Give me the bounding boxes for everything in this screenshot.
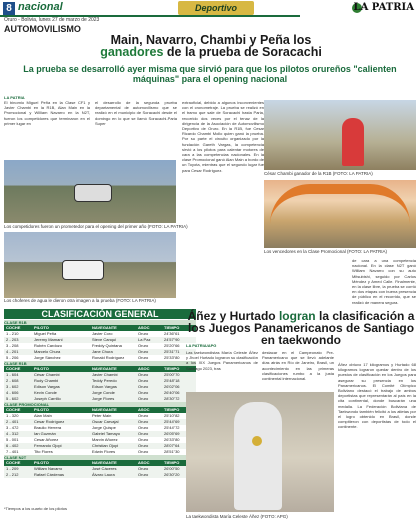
table-cell: 2 - 212 xyxy=(6,472,19,477)
column-header: NAVEGANTE xyxy=(92,366,117,371)
column-header: TIEMPO xyxy=(164,407,180,412)
headline-text-2: de la prueba de Soracachi xyxy=(166,45,322,59)
table-cell: 2 - 203 xyxy=(6,337,19,342)
table-cell: Javier Coro xyxy=(92,331,113,336)
column-header: NAVEGANTE xyxy=(92,407,117,412)
story-headline xyxy=(4,34,418,58)
table-cell: José Cáceres xyxy=(92,466,117,471)
table-cell: Oruro xyxy=(138,331,149,336)
table-cell: Rudy Chambi xyxy=(34,378,59,383)
table-cell: 25'44"69 xyxy=(164,419,180,424)
table-cell: 26'30"20 xyxy=(164,472,180,477)
table-cell: 25'00"70 xyxy=(164,372,180,377)
table-cell: Oruro xyxy=(138,443,149,448)
table-cell: Oruro xyxy=(138,466,149,471)
column-header: NAVEGANTE xyxy=(92,325,117,330)
table-cell: 25'10"82 xyxy=(164,413,180,418)
photo-caption-3: César Chambi ganador de la R1B (FOTO: LA PATRIA) xyxy=(264,171,373,176)
table-cell: Gabriel Tamayo xyxy=(92,431,120,436)
finish-arch xyxy=(270,184,410,224)
medal-icon xyxy=(252,436,262,446)
table-cell: Oscar Carvajal xyxy=(92,419,119,424)
story-subhead: La prueba se desarrolló ayer misma que sirvió para que los pilotos orureños "calienten máquinas" para el opening nacional xyxy=(23,64,397,84)
table-cell: 28'30"72 xyxy=(164,396,180,401)
table-cell: Oruro xyxy=(138,372,149,377)
table-cell: César Chambi xyxy=(34,372,60,377)
rally-car-photo-1 xyxy=(4,160,176,223)
table-cell: Christian Ojopi xyxy=(92,443,119,448)
column-header: COCHE xyxy=(6,366,21,371)
table-cell: Steve Canqui xyxy=(92,337,117,342)
column-header: TIEMPO xyxy=(164,460,180,465)
table-cell: Peter Main xyxy=(92,413,112,418)
column-header: ASOC xyxy=(138,366,150,371)
table-cell: 6 - 402 xyxy=(6,443,19,448)
table-cell: Oruro xyxy=(138,390,149,395)
body-column-1: El binomio Miguel Peña en la Clase CF1 y Javier Chambi en la R1B, Alan Main en la Promocional y William Navarro en la N2T, fueron los competidores que terminaron en el primer lugar en xyxy=(4,100,90,126)
driver-figure xyxy=(342,118,364,166)
winner-photo xyxy=(264,100,416,170)
table-cell: 25'44"72 xyxy=(164,425,180,430)
table-cell: Javier Chambi xyxy=(92,372,118,377)
table-cell: Oruro xyxy=(138,413,149,418)
column-header: ASOC xyxy=(138,460,150,465)
headline-text-1: Main, Navarro, Chambi y Peña los xyxy=(110,33,312,47)
column-header: COCHE xyxy=(6,407,21,412)
supplement-badge: Deportivo xyxy=(178,1,254,15)
table-cell: 26'05"69 xyxy=(164,431,180,436)
table-cell: Joseph Carrillo xyxy=(34,396,61,401)
table-cell: 2 - 608 xyxy=(6,378,19,383)
table-cell: Oruro xyxy=(138,425,149,430)
table-cell: 28'07"64 xyxy=(164,443,180,448)
column-header: ASOC xyxy=(138,407,150,412)
athlete-photo xyxy=(186,392,334,512)
class-group-label: CLASE R1B xyxy=(4,361,196,366)
table-cell: 26'40"06 xyxy=(164,390,180,395)
table-cell: Rafael Cárdenas xyxy=(34,472,65,477)
table-cell: 25'33"80 xyxy=(164,355,180,360)
table-cell: Álvaro Laura xyxy=(92,472,115,477)
headline2-text-2: la clasificación a los Juegos Panamericanos de Santiago en taekwondo xyxy=(187,309,415,347)
table-cell: 26'02"06 xyxy=(164,384,180,389)
table-cell: Edwin Flores xyxy=(92,449,116,454)
table-cell: 26'33"80 xyxy=(164,437,180,442)
table-cell: Teddy Peredo xyxy=(92,378,117,383)
table-cell: 1 - 604 xyxy=(6,372,19,377)
photo-caption-5: La taekwondista María Celeste Áñez (FOTO: APG) xyxy=(186,514,288,519)
headline-highlight: ganadores xyxy=(100,45,164,59)
table-cell: Tito Flores xyxy=(34,449,53,454)
photo-caption-2: Los choferes de agua le dieron otra imagen a la prueba (FOTO: LA PATRIA) xyxy=(4,298,156,303)
table-cell: 5 - 602 xyxy=(6,396,19,401)
body-column-2: el desarrollo de la segunda prueba departamental de automovilismo que se realizó en el municipio de Soracachi desde el domingo en lo que se llamó Soracachi-Paria Super xyxy=(95,100,177,126)
table-cell: Marcelo Chura xyxy=(34,349,61,354)
table-cell: Braulio Herrera xyxy=(34,425,62,430)
column-header: PILOTO xyxy=(34,407,49,412)
table-cell: 4 - 606 xyxy=(6,390,19,395)
table-cell: 1 - 209 xyxy=(6,466,19,471)
table-cell: 28'51"30 xyxy=(164,449,180,454)
table-cell: Miguel Peña xyxy=(34,331,57,336)
athlete-figure xyxy=(234,402,282,510)
story2-headline xyxy=(186,310,416,346)
body-column-4: de cara a una competencia nacional. En la clase N2T ganó William Navarro con su auto Mitsubishi, seguido por Carlos Méndez y Amed Calle. Finalmente, en la clase libre, la prueba se corrió en dos etapas con buena presencia de público en el recorrido, que se realizó de manera segura. xyxy=(352,258,416,305)
column-header: NAVEGANTE xyxy=(92,460,117,465)
table-cell: 24'36"61 xyxy=(164,331,180,336)
table-cell: Oruro xyxy=(138,449,149,454)
page-number: 8 xyxy=(3,2,15,15)
table-cell: Rubén Cardozo xyxy=(34,343,63,348)
table-cell: Jorge Flores xyxy=(92,396,115,401)
table-cell: Jeremy Mamani xyxy=(34,337,63,342)
headline2-highlight: logran xyxy=(278,309,316,323)
section-title: nacional xyxy=(18,1,63,13)
table-cell: Oruro xyxy=(138,431,149,436)
table-cell: Edison Vargas xyxy=(34,384,60,389)
rally-car-photo-2 xyxy=(4,232,176,298)
table-cell: Oruro xyxy=(138,384,149,389)
table-cell: Oruro xyxy=(138,378,149,383)
table-cell: Oruro xyxy=(138,472,149,477)
table-cell: 7 - 401 xyxy=(6,449,19,454)
photo-caption-4: Los vencedores en la Clase Promocional (FOTO: LA PATRIA) xyxy=(264,249,388,254)
class-group-label: CLASE PROMOCIONAL xyxy=(4,402,196,407)
table-cell: 25'31"71 xyxy=(164,349,180,354)
table-cell: 5 - 001 xyxy=(6,437,19,442)
rally-car xyxy=(62,260,104,280)
table-cell: Oruro xyxy=(138,396,149,401)
story2-column-1: Las taekwondistas María Celeste Áñez y Jhoel Hurtado lograron su clasificación a los XIX Juegos Panamericanos de Santiago 2023, tras xyxy=(186,350,258,371)
table-cell: William Navarro xyxy=(34,466,63,471)
column-header: PILOTO xyxy=(34,460,49,465)
table-footnote: *Tiempos a los cuarto de los pilotos xyxy=(4,506,67,511)
class-group-label: CLASE R1B xyxy=(4,320,196,325)
table-cell: Cesar Rodríguez xyxy=(34,419,65,424)
table-cell: 1 - 210 xyxy=(6,331,19,336)
table-cell: La Paz xyxy=(138,337,151,342)
table-cell: Kevin Conde xyxy=(34,390,57,395)
table-cell: Jorge Sánchez xyxy=(34,355,61,360)
classification-title: CLASIFICACIÓN GENERAL xyxy=(4,309,196,319)
table-cell: 25'48"18 xyxy=(164,378,180,383)
table-cell: Alan Main xyxy=(34,413,52,418)
table-cell: 5 - 206 xyxy=(6,355,19,360)
table-cell: Oruro xyxy=(138,343,149,348)
column-header: ASOC xyxy=(138,325,150,330)
column-header: TIEMPO xyxy=(164,366,180,371)
story2-column-2: destacar en el Campeonato Pre-Panamericano que se llevó adelante días atrás en Río de Janeiro, Brasil, un acontecimiento en las primeras clasificaciones rumbo a la justa continental internacional. xyxy=(262,350,334,382)
photo-caption-1: Los competidores fueron un prometedor para el opening del primer año (FOTO: LA PATRIA) xyxy=(4,224,188,229)
table-row xyxy=(4,472,196,478)
column-header: PILOTO xyxy=(34,366,49,371)
newspaper-logo: LA PATRIA xyxy=(353,2,414,13)
table-cell: 26'00"50 xyxy=(164,466,180,471)
table-cell: 4 - 312 xyxy=(6,431,19,436)
table-cell: Marvin Añorez xyxy=(92,437,118,442)
table-cell: Edson Vargas xyxy=(92,384,117,389)
table-cell: 3 - 208 xyxy=(6,343,19,348)
table-cell: 1 - 320 xyxy=(6,413,19,418)
table-cell: Oruro xyxy=(138,437,149,442)
table-cell: Oruro xyxy=(138,349,149,354)
podium-photo xyxy=(264,180,416,248)
class-group-label: CLASE N2T xyxy=(4,455,196,460)
table-cell: Ronald Rodríguez xyxy=(92,355,125,360)
dateline: Oruro - Bolivia, lunes 27 de marzo de 2023 xyxy=(4,17,100,23)
story2-byline: LA PATRIA/APG xyxy=(186,343,217,348)
rally-car xyxy=(74,184,112,202)
column-header: COCHE xyxy=(6,325,21,330)
column-header: PILOTO xyxy=(34,325,49,330)
table-cell: 24'57"90 xyxy=(164,337,180,342)
headline2-text-1: Áñez y Hurtado xyxy=(187,309,276,323)
column-header: TIEMPO xyxy=(164,325,180,330)
table-cell: Ian Guzmán xyxy=(34,431,56,436)
column-header: COCHE xyxy=(6,460,21,465)
table-cell: 25'20"66 xyxy=(164,343,180,348)
table-cell: Fernando Ojopi xyxy=(34,443,62,448)
body-column-3: extraoficial, debido a algunos inconvenientes con el cronometraje. La prueba se realizó en el tramo que sale de Soracachi hasta Paria, recorrido dos veces por el tenaz de la dirigencia de la Asociación de Automovilismo Deportivo de Oruro. En la R1B, fue Cesar Ricardo Chambi Mollo quien ganó la prueba. Por su parte el circuito organizado por la fundación Gareth Vargas, la competencia sirvió a los pilotos para calentar motores de cara a las competencias nacionales. En la clase Promocional ganó Alan Main a bordo de un Toyota, mientras que el segundo lugar fue para Cesar Rodríguez. xyxy=(182,100,264,173)
table-cell: 3 - 472 xyxy=(6,425,19,430)
table-cell: 4 - 201 xyxy=(6,349,19,354)
table-cell: Jorge Conde xyxy=(92,390,115,395)
table-cell: Jane Chura xyxy=(92,349,113,354)
story-byline: LA PATRIA xyxy=(4,95,25,100)
table-cell: Oruro xyxy=(138,355,149,360)
table-cell: 3 - 602 xyxy=(6,384,19,389)
table-cell: Cesar Añorez xyxy=(34,437,59,442)
table-cell: 2 - 401 xyxy=(6,419,19,424)
table-cell: Freddy Quintana xyxy=(92,343,122,348)
table-cell: Oruro xyxy=(138,419,149,424)
story-kicker: AUTOMOVILISMO xyxy=(4,24,81,34)
table-cell: Jorge Quispe xyxy=(92,425,116,430)
story2-column-3: Áñez obtuvo 17 kilogramos y Hurtado 68 kilogramos lograron quedar dentro de los puestos de clasificación en los Juegos para asegurar su presencia en los Panamericanos. El Comité Olímpico Boliviano destacó el trabajo de ambos deportistas que representarán al país en la cita continental, donde buscarán una medalla. La Federación Boliviana de Taekwondo también felicitó a los atletas por el logro obtenido en Brasil, donde compitieron con deportistas de todo el continente. xyxy=(338,362,416,430)
